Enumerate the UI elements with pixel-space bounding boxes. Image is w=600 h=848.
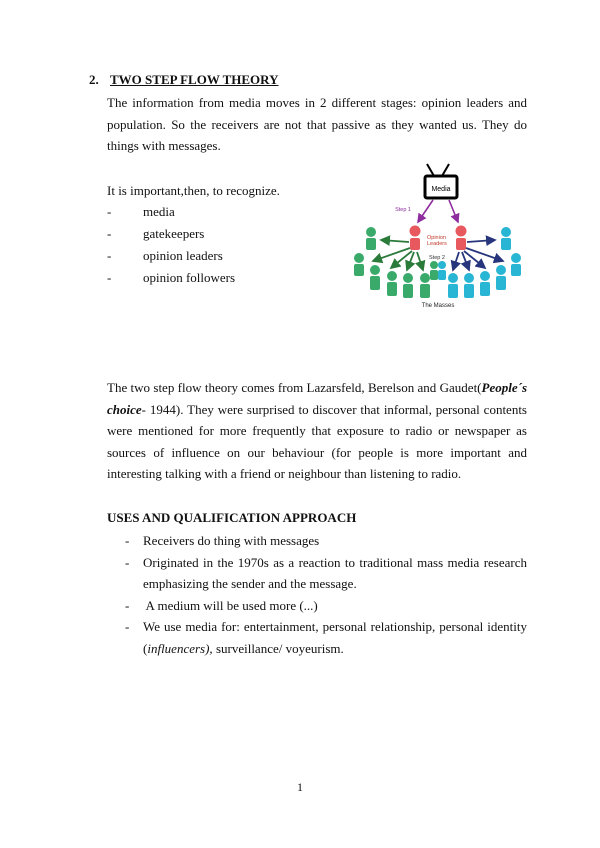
- list-item: - We use media for: entertainment, personal relationship, personal identity (influencers), surveillance/ voyeurism.: [125, 619, 527, 656]
- leaders-label-line1: Opinion: [427, 235, 446, 241]
- masses-label: The Masses: [421, 303, 455, 309]
- two-step-flow-diagram: [345, 158, 530, 310]
- step2-arrow: [373, 248, 410, 261]
- recognize-intro: It is important,then, to recognize.: [107, 183, 280, 198]
- uses-list: [125, 530, 527, 659]
- recognize-list: [107, 201, 235, 289]
- section-title: TWO STEP FLOW THEORY: [110, 72, 279, 87]
- step2-label: Step 2: [429, 255, 445, 261]
- page-number: 1: [297, 780, 303, 794]
- step2-arrow: [466, 248, 503, 261]
- intro-paragraph: The information from media moves in 2 different stages: opinion leaders and population. So the receivers are not that passive as they wanted us. They do things with messages.: [107, 95, 527, 153]
- step2-arrow: [467, 240, 495, 242]
- section-number: 2.: [89, 72, 99, 87]
- list-item: - Receivers do thing with messages: [125, 533, 320, 548]
- opinion-leader-right: [456, 226, 467, 251]
- section-heading: [89, 72, 278, 88]
- list-item: - Originated in the 1970s as a reaction to traditional mass media research emphasizing the sender and the message.: [125, 554, 527, 591]
- step1-label: Step 1: [395, 207, 411, 213]
- origin-italic: People´s choice: [107, 380, 527, 417]
- media-label: Media: [431, 186, 451, 193]
- step1-arrow-right: [449, 200, 458, 222]
- step1-arrow-left: [418, 200, 433, 222]
- list-item: - opinion leaders: [107, 248, 223, 263]
- step2-arrow: [453, 252, 459, 270]
- step2-arrow: [381, 240, 409, 242]
- step2-arrow: [417, 252, 423, 270]
- list-item: - A medium will be used more (...): [125, 597, 318, 613]
- list-item: - media: [107, 204, 175, 219]
- origin-paragraph: The two step flow theory comes from Lazarsfeld, Berelson and Gaudet(People´s choice- 1944). They were surprised to discover that informal, personal contents were mentioned for more frequently that exposure to radio or newspaper as sources of influence on our behaviour (for people is more important and interesting talking with a friend or neighbour than listening to radio.: [107, 380, 527, 481]
- leaders-label-line2: Leaders: [427, 241, 447, 247]
- list-item: - gatekeepers: [107, 226, 205, 241]
- opinion-leader-left: [410, 226, 421, 251]
- uses-italic: influencers),: [147, 640, 213, 656]
- list-item: - opinion followers: [107, 270, 236, 285]
- mass-group-left: [354, 227, 438, 298]
- uses-heading: USES AND QUALIFICATION APPROACH: [107, 510, 357, 525]
